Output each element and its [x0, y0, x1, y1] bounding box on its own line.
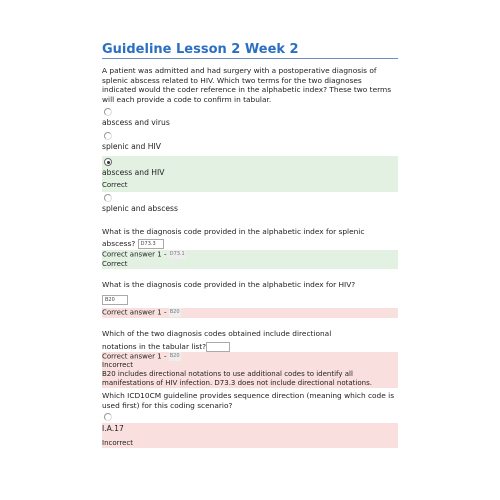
question-5-text: Which ICD10CM guideline provides sequence direction (meaning which code is used first) for this coding scenario?: [102, 391, 395, 410]
radio-button[interactable]: [104, 108, 112, 116]
correct-answer-label: Correct answer 1 -: [102, 352, 169, 361]
option-3-selected[interactable]: [102, 156, 398, 192]
feedback-incorrect: Incorrect: [102, 439, 134, 448]
option-4-label: splenic and abscess: [102, 204, 178, 214]
quiz-page: [102, 42, 398, 448]
correct-answer-value: B20: [169, 309, 180, 316]
question-2-feedback: [102, 250, 398, 269]
correct-answer-value: B20: [169, 352, 180, 359]
question-4-line-1: Which of the two diagnosis codes obtained include directional: [102, 328, 332, 338]
option-1[interactable]: [102, 108, 398, 128]
question-4-line-2: notations in the tabular list?: [102, 341, 207, 351]
answer-input[interactable]: B20: [102, 295, 128, 305]
question-4-feedback: [102, 352, 398, 389]
question-1: [102, 66, 398, 214]
correct-answer-label: Correct answer 1 -: [102, 308, 169, 317]
answer-input-empty[interactable]: [206, 342, 230, 352]
option-2-label: splenic and HIV: [102, 142, 161, 152]
radio-button[interactable]: [104, 413, 112, 421]
question-1-text: A patient was admitted and had surgery with a postoperative diagnosis of splenic abscess related to HIV. Which two terms for the two diagnoses indicated would the coder reference in the alphabetic index? These two terms will each provide a code to confirm in tabular.: [102, 66, 392, 104]
feedback-incorrect: Incorrect: [102, 361, 134, 370]
question-2-prompt: What is the diagnosis code provided in the alphabetic index for splenic abscess?: [102, 227, 365, 249]
question-2: [102, 226, 398, 269]
correct-answer-value: D73.1: [169, 251, 185, 258]
option-4[interactable]: [102, 194, 398, 214]
answer-text: I.A.17: [102, 424, 124, 434]
question-3-text: What is the diagnosis code provided in the alphabetic index for HIV?: [102, 279, 356, 289]
option-2[interactable]: [102, 132, 398, 152]
question-3-feedback: [102, 308, 398, 318]
question-5-answer: [102, 423, 398, 448]
radio-button[interactable]: [104, 132, 112, 140]
question-3: [102, 280, 398, 318]
question-2-text: [102, 226, 398, 250]
radio-button[interactable]: [104, 194, 112, 202]
correct-answer-label: Correct answer 1 -: [102, 250, 169, 259]
radio-button-selected[interactable]: [104, 158, 112, 166]
feedback-explanation: B20 includes directional notations to use additional codes to identify all manifestations of HIV infection. D73.3 does not include directional notations.: [102, 370, 372, 388]
answer-input[interactable]: D73.3: [138, 239, 164, 249]
question-4-line-2-wrap: [102, 342, 398, 352]
question-4: [102, 329, 398, 388]
feedback-correct: Correct: [102, 181, 128, 190]
option-1-label: abscess and virus: [102, 118, 170, 128]
question-5: [102, 391, 398, 448]
option-3-label: abscess and HIV: [102, 168, 165, 178]
page-title: Guideline Lesson 2 Week 2: [102, 42, 398, 59]
feedback-correct: Correct: [102, 259, 128, 268]
